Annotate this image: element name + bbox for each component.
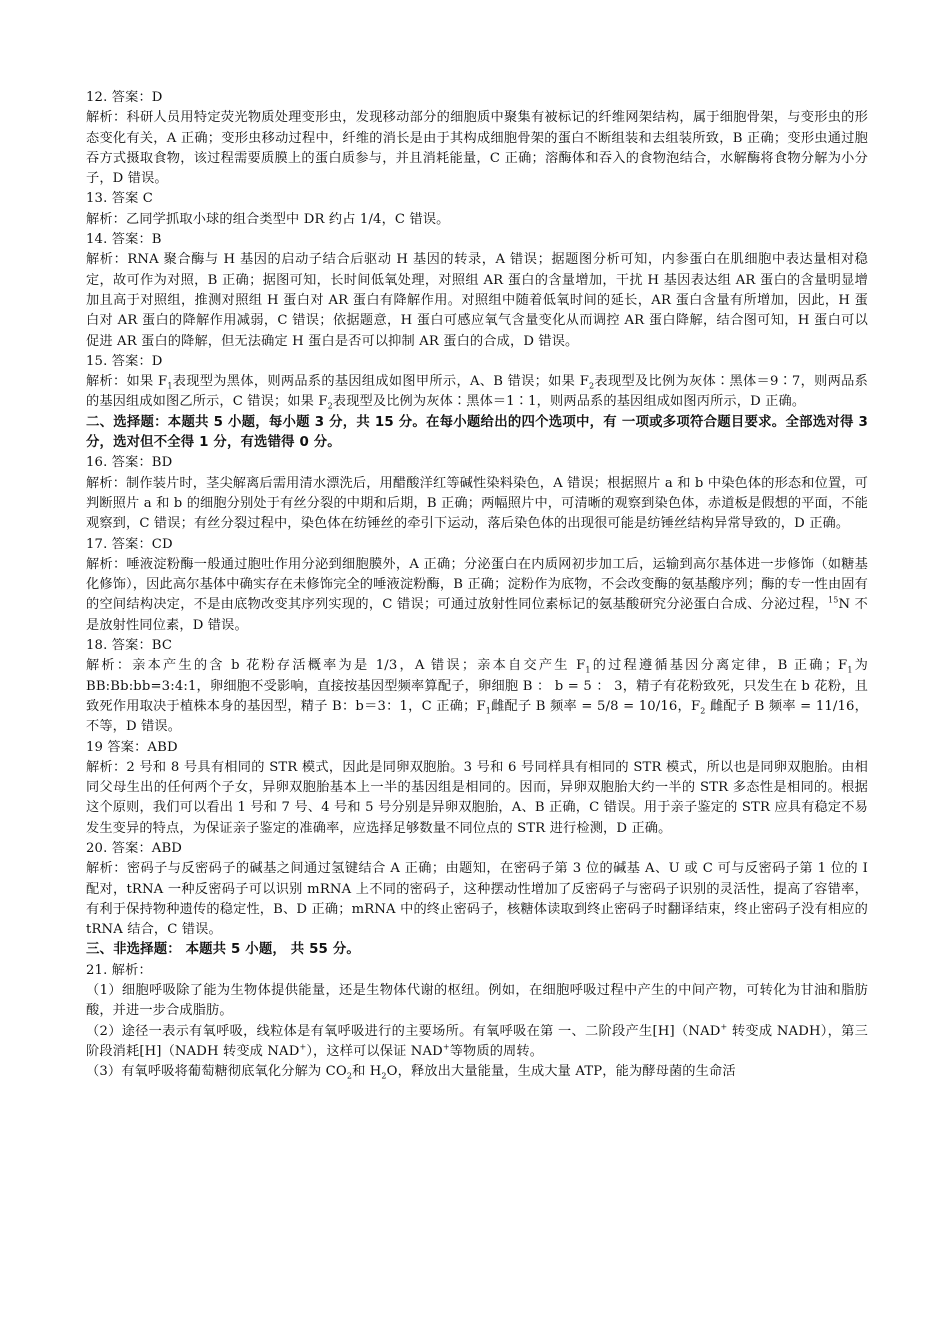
answer-page — [86, 88, 868, 1083]
q18-text-2: 的过程遵循基因分离定律，B 正确；F — [590, 658, 848, 674]
q21-item2-sup-3: + — [442, 1042, 450, 1052]
q18-sub-4: 2 — [700, 706, 706, 716]
q15-answer: 15. 答案：D — [86, 353, 163, 369]
q15-text-2: 表现型为黑体，则两品系的基因组成如图甲所示，A、B 错误；如果 F — [172, 374, 590, 390]
q20-answer: 20. 答案：ABD — [86, 840, 183, 856]
q21-item2-sup-2: + — [299, 1042, 307, 1052]
q17-answer: 17. 答案：CD — [86, 536, 173, 552]
q15-sub-1: 1 — [167, 381, 173, 391]
q18-text-4: 雌配子 B 频率 = 5/8 = 10/16，F — [491, 698, 701, 714]
q19-analysis: 解析：2 号和 8 号具有相同的 STR 模式，因此是同卵双胞胎。3 号和 6 号同样具有相同的 STR 模式，所以也是同卵双胞胎。由相同父母生出的任何两个子女，异卵双胞胎基本上一半的基因组是相同的。因而，异卵双胞胎大约一半的 STR 多态性是相同的。根据这个原则，我们可以看出 1 号和 7 号、4 号和 5 号分别是异卵双胞胎，A、B 正确，C 错误。用于亲子鉴定的 STR 应具有稳定不易发生变异的特点，为保证亲子鉴定的准确率，应选择足够数量不同位点的 STR 进行检测，D 正确。 — [86, 759, 868, 836]
q15-text-4: 表现型及比例为灰体∶黑体＝1∶1，则两品系的基因组成如图丙所示，D 正确。 — [332, 394, 806, 410]
q18-sub-3: 1 — [485, 706, 492, 716]
q18-analysis — [86, 656, 868, 737]
q17-analysis — [86, 555, 868, 636]
q21-item2-text-1: （2）途径一表示有氧呼吸，线粒体是有氧呼吸进行的主要场所。有氧呼吸在第 一、二阶段产生[H]（NAD — [86, 1023, 721, 1039]
section2-heading: 二、选择题：本题共 5 小题，每小题 3 分，共 15 分。在每小题给出的四个选项中，有 一项或多项符合题目要求。全部选对得 3 分，选对但不全得 1 分，有选错得 0 分。 — [86, 414, 868, 451]
q18-sub-2: 1 — [847, 665, 853, 675]
q21-item3-text-3: O，释放出大量能量，生成大量 ATP，能为酵母菌的生命活 — [386, 1064, 736, 1080]
q21-item2 — [86, 1022, 868, 1063]
q17-sup: 15 — [828, 596, 839, 606]
q21-item2-sup-1: + — [720, 1022, 728, 1032]
q21-label: 21. 解析： — [86, 962, 152, 978]
q16-answer: 16. 答案：BD — [86, 455, 173, 471]
q18-text-5: 雌配子 B 频率 = 11/16，不等，D 错误。 — [86, 698, 868, 735]
q21-item3-text-2: 和 H — [352, 1064, 382, 1080]
q21-item2-text-4: 等物质的周转。 — [449, 1043, 544, 1059]
q15-sub-2: 2 — [589, 381, 595, 391]
q13-answer: 13. 答案 C — [86, 191, 154, 207]
q18-sub-1: 1 — [585, 665, 591, 675]
q21-item2-text-3: ），这样可以保证 NAD — [306, 1043, 443, 1059]
q14-analysis: 解析：RNA 聚合酶与 H 基因的启动子结合后驱动 H 基因的转录，A 错误；据题图分析可知，内参蛋白在肌细胞中表达量相对稳定，故可作为对照，B 正确；据图可知，长时间低氧处理，对照组 AR 蛋白的含量增加，干扰 H 基因表达组 AR 蛋白的含量明显增加且高于对照组，推测对照组 H 蛋白对 AR 蛋白有降解作用。对照组中随着低氧时间的延长，AR 蛋白含量有所增加，因此，H 蛋白对 AR 蛋白的降解作用减弱，C 错误；依据题意，H 蛋白可感应氧气含量变化从而调控 AR 蛋白降解，结合图可知，H 蛋白可以促进 AR 蛋白的降解，但无法确定 H 蛋白是否可以抑制 AR 蛋白的合成，D 错误。 — [86, 252, 868, 349]
q18-answer: 18. 答案：BC — [86, 638, 173, 654]
q16-analysis: 解析：制作装片时，茎尖解离后需用清水漂洗后，用醋酸洋红等碱性染料染色，A 错误；根据照片 a 和 b 中染色体的形态和位置，可判断照片 a 和 b 的细胞分别处于有丝分裂的中期和后期，B 正确；两幅照片中，可清晰的观察到染色体，赤道板是假想的平面，不能观察到，C 错误；有丝分裂过程中，染色体在纺锤丝的牵引下运动，落后染色体的出现很可能是纺锤丝结构异常导致的，D 正确。 — [86, 475, 868, 532]
q12-analysis: 解析：科研人员用特定荧光物质处理变形虫，发现移动部分的细胞质中聚集有被标记的纤维网架结构，属于细胞骨架，与变形虫的形态变化有关，A 正确；变形虫移动过程中，纤维的消长是由于其构成细胞骨架的蛋白不断组装和去组装所致，B 正确；变形虫通过胞吞方式摄取食物，该过程需要质膜上的蛋白质参与，并且消耗能量，C 正确；溶酶体和吞入的食物泡结合，水解酶将食物分解为小分子，D 错误。 — [86, 110, 868, 187]
q17-text-1: 解析：唾液淀粉酶一般通过胞吐作用分泌到细胞膜外，A 正确；分泌蛋白在内质网初步加工后，运输到高尔基体进一步修饰（如糖基化修饰），因此高尔基体中确实存在未修饰完全的唾液淀粉酶，B 正确；淀粉作为底物，不会改变酶的氨基酸序列；酶的专一性由固有的空间结构决定，不是由底物改变其序列实现的，C 错误；可通过放射性同位素标记的氨基酸研究分泌蛋白合成、分泌过程， — [86, 556, 868, 613]
q15-analysis — [86, 372, 868, 413]
q21-item3 — [86, 1062, 868, 1082]
q18-text-1: 解析：亲本产生的含 b 花粉存活概率为是 1/3，A 错误；亲本自交产生 F — [86, 658, 586, 674]
q15-sub-3: 2 — [327, 402, 333, 412]
q20-analysis: 解析：密码子与反密码子的碱基之间通过氢键结合 A 正确；由题知，在密码子第 3 位的碱基 A、U 或 C 可与反密码子第 1 位的 I 配对，tRNA 一种反密码子可以识别 mRNA 上不同的密码子，这种摆动性增加了反密码子与密码子识别的灵活性，提高了容错率，有利于保持物种遗传的稳定性，B、D 正确；mRNA 中的终止密码子，核糖体读取到终止密码子时翻译结束，终止密码子没有相应的 tRNA 结合，C 错误。 — [86, 861, 868, 938]
q19-answer: 19 答案：ABD — [86, 739, 178, 755]
q21-item2-text-2: 转变成 NADH），第三阶段消耗[H]（NADH 转变成 NAD — [86, 1023, 868, 1059]
q15-text-1: 解析：如果 F — [86, 374, 168, 390]
q21-item1: （1）细胞呼吸除了能为生物体提供能量，还是生物体代谢的枢纽。例如，在细胞呼吸过程中产生的中间产物，可转化为甘油和脂肪酸，并进一步合成脂肪。 — [86, 983, 868, 1019]
q21-item3-sub-1: 2 — [346, 1071, 353, 1081]
q17-text-2: N 不是放射性同位素，D 错误。 — [86, 597, 868, 633]
q21-item3-text-1: （3）有氧呼吸将葡萄糖彻底氧化分解为 CO — [86, 1064, 347, 1080]
q15-text-3: 表现型及比例为灰体∶黑体＝9∶7，则两品系的基因组成如图乙所示，C 错误；如果 F — [86, 374, 868, 410]
q13-analysis: 解析：乙同学抓取小球的组合类型中 DR 约占 1/4，C 错误。 — [86, 211, 450, 227]
q14-answer: 14. 答案：B — [86, 232, 162, 248]
q12-answer: 12. 答案：D — [86, 90, 163, 105]
q21-item3-sub-2: 2 — [381, 1071, 387, 1081]
q18-text-3: 为 BB:Bb:bb=3:4:1，卵细胞不受影响，直接按基因型频率算配子，卵细胞 B ： b = 5 ： 3，精子有花粉致死，只发生在 b 花粉，且致死作用取决于植株本身的基因型，精子 B：b＝3：1，C 正确；F — [86, 658, 869, 714]
section3-heading: 三、非选择题： 本题共 5 小题， 共 55 分。 — [86, 942, 360, 958]
